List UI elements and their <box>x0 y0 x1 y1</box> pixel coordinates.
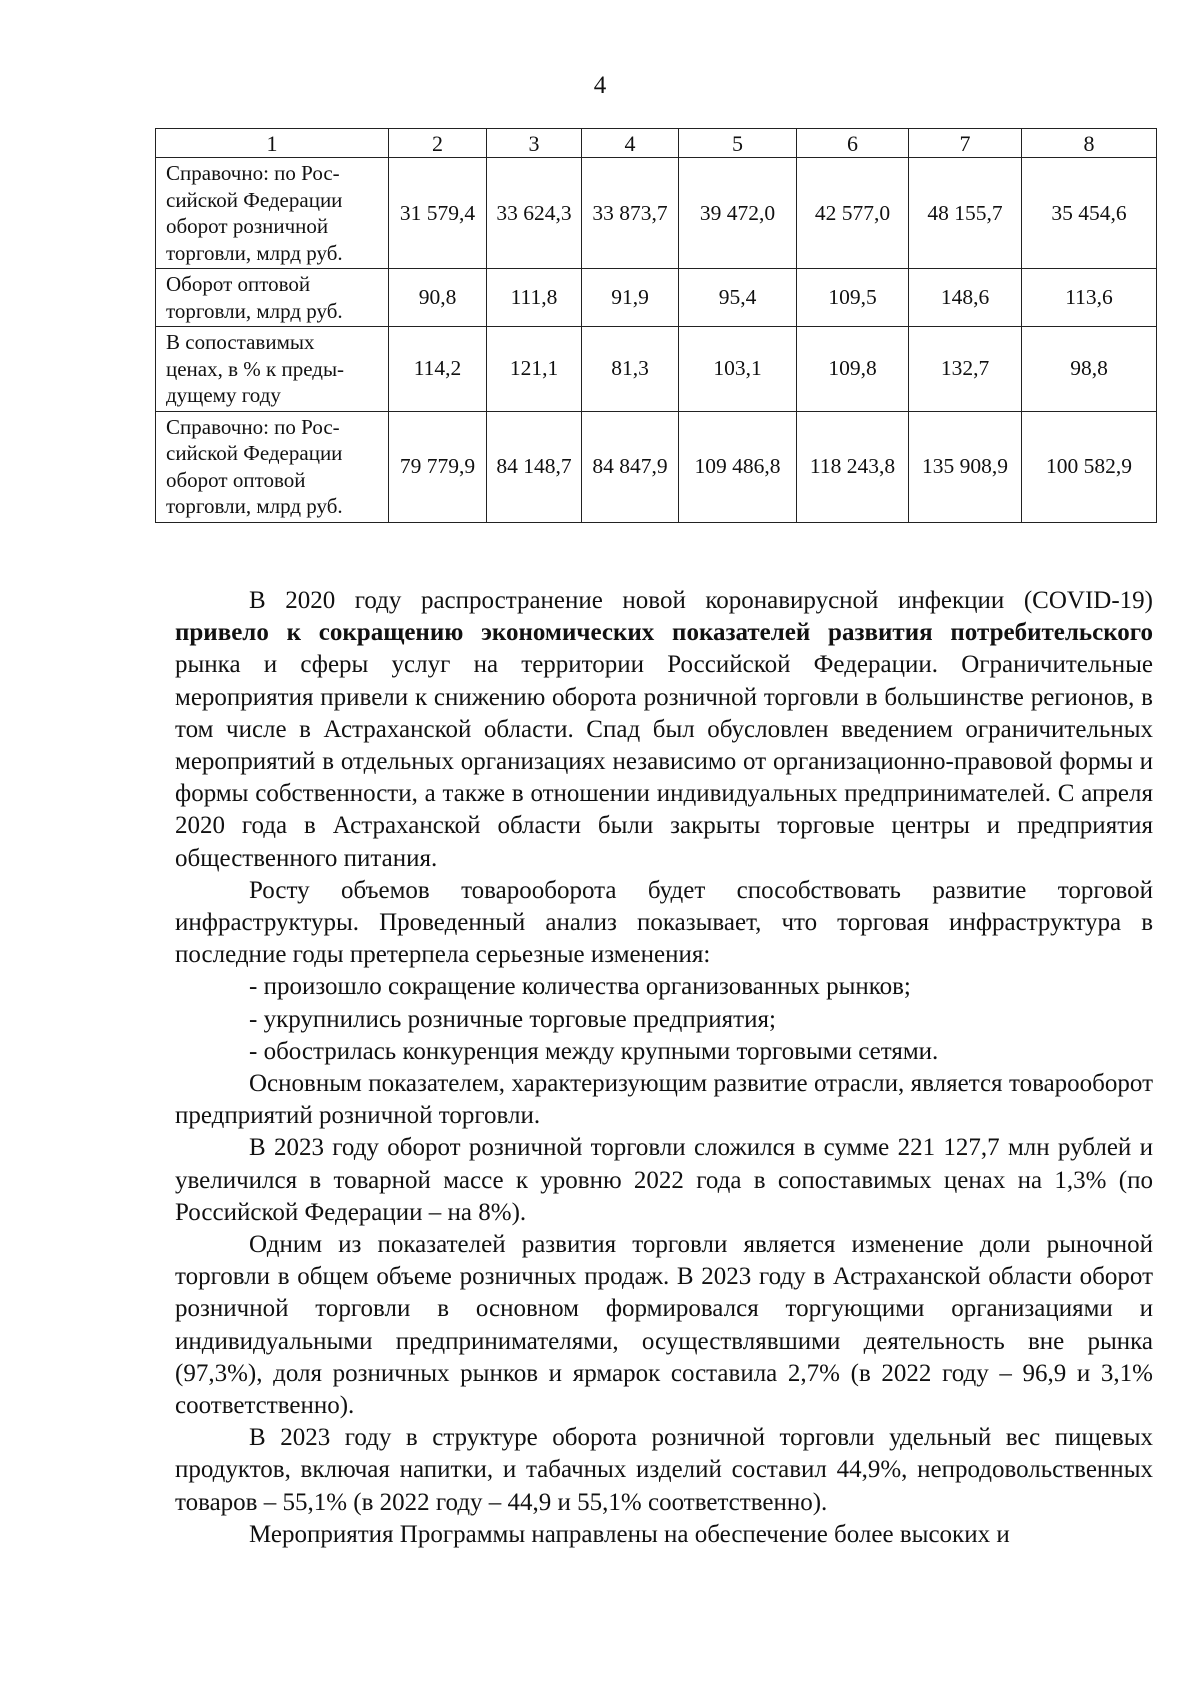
row-label <box>156 327 389 412</box>
row-label <box>156 411 389 522</box>
table-cell: 148,6 <box>909 269 1022 327</box>
paragraph: Росту объемов товарооборота будет способствовать развитие торговой инфраструктуры. Проведенный анализ показывает, что торговая инфраструктура в последние годы претерпела серьезные изменения: <box>175 876 1153 969</box>
column-header: 8 <box>1022 129 1157 158</box>
column-header: 4 <box>582 129 679 158</box>
column-header: 5 <box>679 129 797 158</box>
table-cell: 109 486,8 <box>679 411 797 522</box>
row-label-text: Справочно: по Рос- сийской Федерации оборот оптовой торговли, млрд руб. <box>166 414 343 518</box>
table-cell: 132,7 <box>909 327 1022 412</box>
column-header: 7 <box>909 129 1022 158</box>
table-cell: 33 873,7 <box>582 158 679 269</box>
table-cell: 90,8 <box>389 269 487 327</box>
paragraph <box>175 585 1153 875</box>
table-row <box>156 269 1157 327</box>
table-cell: 113,6 <box>1022 269 1157 327</box>
table-row <box>156 411 1157 522</box>
table-cell: 114,2 <box>389 327 487 412</box>
row-label <box>156 158 389 269</box>
table-cell: 118 243,8 <box>797 411 909 522</box>
table-cell: 35 454,6 <box>1022 158 1157 269</box>
list-item: - укрупнились розничные торговые предприятия; <box>249 1005 776 1033</box>
paragraph-start: В 2020 году распространение новой коронавирусной инфекции (COVID-19) <box>249 587 1153 614</box>
body-text <box>175 585 1153 1551</box>
paragraph-bold-run: привело к сокращению экономических показателей развития потребительского <box>175 619 1153 647</box>
row-label-text: Оборот оптовой торговли, млрд руб. <box>166 272 343 323</box>
page-number: 4 <box>593 72 607 99</box>
table-cell: 98,8 <box>1022 327 1157 412</box>
table-cell: 33 624,3 <box>487 158 582 269</box>
table-row <box>156 158 1157 269</box>
table-cell: 100 582,9 <box>1022 411 1157 522</box>
paragraph: В 2023 году в структуре оборота розничной торговли удельный вес пищевых продуктов, включая напитки, и табачных изделий составил 44,9%, непродовольственных товаров – 55,1% (в 2022 году – 44,9 и 55,1% соответственно). <box>175 1424 1153 1516</box>
list-item: - обострилась конкуренция между крупными торговыми сетями. <box>249 1037 939 1065</box>
paragraph: Одним из показателей развития торговли является изменение доли рыночной торговли в общем объеме розничных продаж. В 2023 году в Астраханской области оборот розничной торговли в основном формировался торгующими организациями и индивидуальными предпринимателями, осуществлявшими деятельность вне рынка (97,3%), доля розничных рынков и ярмарок составила 2,7% (в 2022 году – 96,9 и 3,1% соответственно). <box>175 1231 1153 1420</box>
table-cell: 84 148,7 <box>487 411 582 522</box>
column-header: 6 <box>797 129 909 158</box>
table-cell: 84 847,9 <box>582 411 679 522</box>
paragraph: Основным показателем, характеризующим развитие отрасли, является товарооборот предприятий розничной торговли. <box>175 1070 1153 1130</box>
table-cell: 109,8 <box>797 327 909 412</box>
table-cell: 135 908,9 <box>909 411 1022 522</box>
table-cell: 81,3 <box>582 327 679 412</box>
row-label-text: Справочно: по Рос- сийской Федерации оборот розничной торговли, млрд руб. <box>166 161 343 265</box>
table-cell: 103,1 <box>679 327 797 412</box>
paragraph: В 2023 году оборот розничной торговли сложился в сумме 221 127,7 млн рублей и увеличился в товарной массе к уровню 2022 года в сопоставимых ценах на 1,3% (по Российской Федерации – на 8%). <box>175 1134 1153 1226</box>
row-label-text: В сопоставимых ценах, в % к преды- дущему году <box>166 330 345 407</box>
statistics-table <box>155 128 1157 523</box>
table-cell: 109,5 <box>797 269 909 327</box>
paragraph: Мероприятия Программы направлены на обеспечение более высоких и <box>249 1520 1010 1548</box>
table-cell: 95,4 <box>679 269 797 327</box>
paragraph-rest: рынка и сферы услуг на территории Российской Федерации. Ограничительные мероприятия привели к снижению оборота розничной торговли в большинстве регионов, в том числе в Астраханской области. Спад был обусловлен введением ограничительных мероприятий в отдельных организациях независимо от организационно-правовой формы и формы собственности, а также в отношении индивидуальных предпринимателей. С апреля 2020 года в Астраханской области были закрыты торговые центры и предприятия общественного питания. <box>175 651 1153 872</box>
table-cell: 91,9 <box>582 269 679 327</box>
table-cell: 48 155,7 <box>909 158 1022 269</box>
table-cell: 39 472,0 <box>679 158 797 269</box>
column-header: 3 <box>487 129 582 158</box>
table-cell: 42 577,0 <box>797 158 909 269</box>
row-label <box>156 269 389 327</box>
table-cell: 111,8 <box>487 269 582 327</box>
table-cell: 79 779,9 <box>389 411 487 522</box>
column-header: 1 <box>156 129 389 158</box>
table-cell: 31 579,4 <box>389 158 487 269</box>
table-header-row <box>156 129 1157 158</box>
list-item: - произошло сокращение количества организованных рынков; <box>249 973 911 1001</box>
column-header: 2 <box>389 129 487 158</box>
table-cell: 121,1 <box>487 327 582 412</box>
table-row <box>156 327 1157 412</box>
